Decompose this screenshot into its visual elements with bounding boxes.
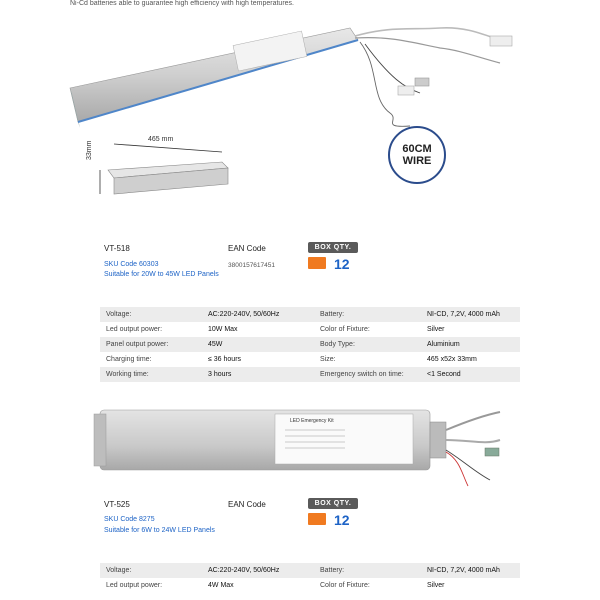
spec-value: 45W: [202, 337, 314, 352]
spec-value: Silver: [421, 322, 520, 337]
spec-value: 3 hours: [202, 367, 314, 382]
spec-label: Battery:: [314, 307, 421, 322]
intro-text: Ni-Cd batteries able to guarantee high efficiency with high temperatures.: [70, 0, 294, 7]
product-1-sku: SKU Code 60303: [104, 261, 159, 268]
product-2-box-qty: 12: [334, 512, 350, 528]
spec-value: 10W Max: [202, 322, 314, 337]
product-1-model: VT-518: [104, 244, 130, 253]
spec-value: Aluminium: [421, 337, 520, 352]
spec-row: [100, 578, 520, 593]
dimension-height: 33mm: [86, 140, 93, 160]
product-2-spec-table: [100, 563, 520, 593]
spec-label: Charging time:: [100, 352, 202, 367]
product-2-box-qty-label: BOX QTY.: [308, 498, 358, 509]
product-2-image: [90, 400, 510, 490]
spec-value: NI-CD, 7,2V, 4000 mAh: [421, 563, 520, 578]
spec-row: [100, 352, 520, 367]
spec-label: Color of Fixture:: [314, 578, 421, 593]
product-2-label-text: LED Emergency Kit: [290, 418, 334, 424]
spec-row: [100, 307, 520, 322]
spec-row: [100, 322, 520, 337]
spec-value: 4W Max: [202, 578, 314, 593]
product-2-model: VT-525: [104, 500, 130, 509]
spec-value: AC:220-240V, 50/60Hz: [202, 307, 314, 322]
spec-row: [100, 367, 520, 382]
product-1-spec-table: [100, 307, 520, 382]
product-1-suitable: Suitable for 20W to 45W LED Panels: [104, 271, 219, 278]
spec-label: Body Type:: [314, 337, 421, 352]
dimension-width: 465 mm: [148, 136, 174, 143]
product-1-box-qty: 12: [334, 256, 350, 272]
wire-badge-line-1: 60CM: [402, 143, 432, 155]
product-2-sku: SKU Code 8275: [104, 516, 155, 523]
product-2-ean-label: EAN Code: [228, 500, 266, 509]
spec-label: Voltage:: [100, 307, 202, 322]
wire-badge-line-2: WIRE: [402, 155, 432, 167]
spec-row: [100, 563, 520, 578]
spec-value: 465 x52x 33mm: [421, 352, 520, 367]
product-2-suitable: Suitable for 6W to 24W LED Panels: [104, 527, 215, 534]
box-icon: [308, 257, 326, 269]
spec-row: [100, 337, 520, 352]
spec-value: AC:220-240V, 50/60Hz: [202, 563, 314, 578]
spec-label: Working time:: [100, 367, 202, 382]
box-icon: [308, 513, 326, 525]
spec-label: Voltage:: [100, 563, 202, 578]
spec-value: NI-CD, 7,2V, 4000 mAh: [421, 307, 520, 322]
spec-label: Led output power:: [100, 578, 202, 593]
spec-value: <1 Second: [421, 367, 520, 382]
wire-length-badge: [388, 126, 446, 184]
product-1-ean-label: EAN Code: [228, 244, 266, 253]
product-1-box-qty-label: BOX QTY.: [308, 242, 358, 253]
dimension-drawing: [90, 140, 240, 200]
product-1-ean-value: 3800157617451: [228, 262, 275, 269]
spec-value: Silver: [421, 578, 520, 593]
spec-label: Panel output power:: [100, 337, 202, 352]
spec-value: ≤ 36 hours: [202, 352, 314, 367]
spec-label: Emergency switch on time:: [314, 367, 421, 382]
spec-label: Led output power:: [100, 322, 202, 337]
spec-label: Size:: [314, 352, 421, 367]
product-1-image: [60, 8, 530, 158]
spec-label: Color of Fixture:: [314, 322, 421, 337]
spec-label: Battery:: [314, 563, 421, 578]
